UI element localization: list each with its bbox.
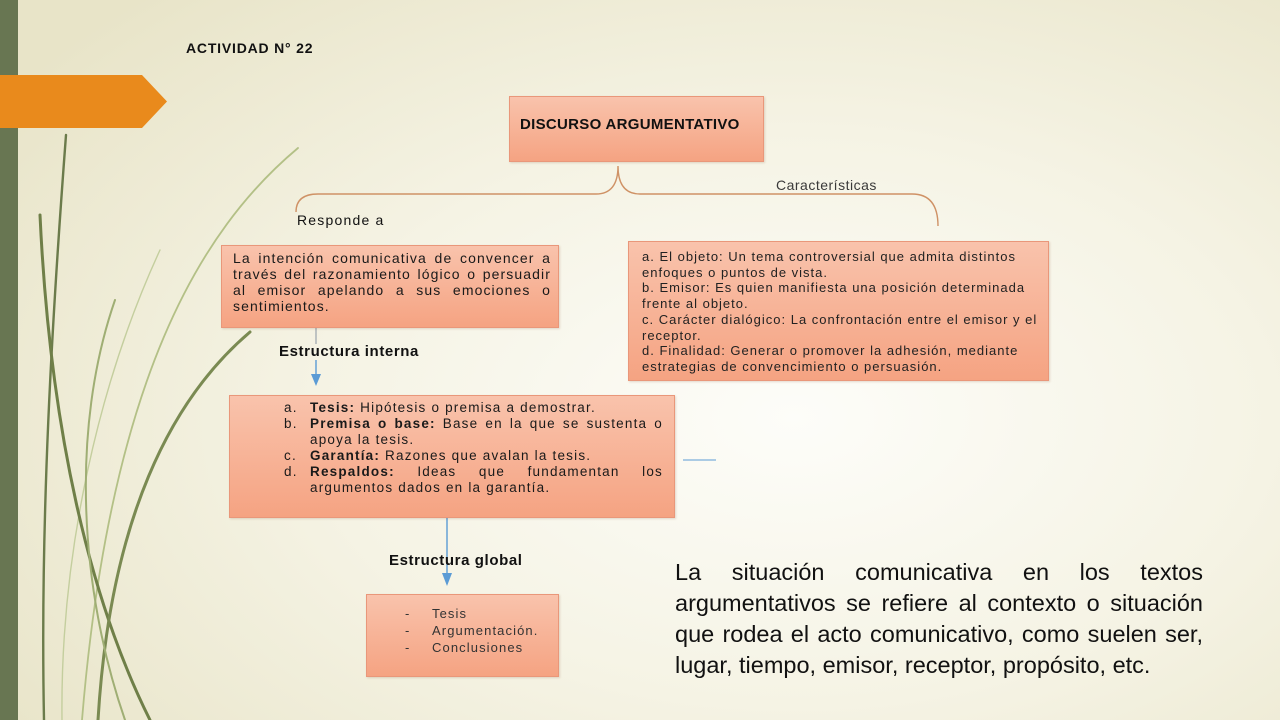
list-marker: - [405, 640, 411, 655]
right-branch-label: Características [776, 177, 877, 193]
internal-structure-item [284, 416, 663, 448]
list-marker: c. [284, 448, 297, 463]
internal-structure-box [229, 395, 675, 518]
global-structure-box [366, 594, 559, 677]
characteristic-item: b. Emisor: Es quien manifiesta una posición determinada frente al objeto. [642, 280, 1026, 312]
arrowhead-global [442, 573, 452, 586]
root-concept-box [509, 96, 764, 162]
global-structure-item [405, 622, 552, 639]
characteristic-item: a. El objeto: Un tema controversial que admita distintos enfoques o puntos de vista. [642, 249, 1016, 280]
list-marker: - [405, 606, 411, 621]
global-structure-item [405, 605, 552, 622]
intention-text: La intención comunicativa de convencer a través del razonamiento lógico o persuadir al emisor apelando a sus emociones o sentimientos. [233, 250, 551, 314]
characteristic-item: d. Finalidad: Generar o promover la adhesión, mediante estrategias de convencimiento o persuasión. [642, 343, 1019, 374]
list-marker: b. [284, 416, 298, 431]
orange-arrow-tab [0, 75, 168, 129]
explanatory-paragraph: La situación comunicativa en los textos argumentativos se refiere al contexto o situación que rodea el acto comunicativo, como suelen ser, lugar, tiempo, emisor, receptor, propósito, etc. [675, 559, 1203, 678]
item-text: Argumentación. [432, 623, 539, 638]
item-content [310, 464, 663, 496]
global-structure-label: Estructura global [389, 552, 523, 569]
left-branch-label: Responde a [297, 212, 385, 228]
internal-structure-item [284, 464, 663, 496]
item-content [310, 416, 663, 448]
list-marker: d. [284, 464, 298, 479]
item-term: Respaldos: [310, 464, 395, 479]
characteristics-box [628, 241, 1049, 381]
root-concept-label: DISCURSO ARGUMENTATIVO [520, 116, 740, 133]
list-marker: a. [284, 400, 298, 415]
internal-structure-label: Estructura interna [279, 343, 419, 360]
wisp-line [86, 300, 125, 720]
slide-title: ACTIVIDAD N° 22 [186, 40, 314, 56]
wisp-line [40, 215, 150, 720]
item-text: Hipótesis o premisa a demostrar. [360, 400, 596, 415]
item-term: Premisa o base: [310, 416, 436, 431]
item-text: Tesis [432, 606, 468, 621]
item-content [310, 400, 663, 416]
wisp-line [98, 332, 250, 720]
list-marker: - [405, 623, 411, 638]
item-text: Razones que avalan la tesis. [385, 448, 592, 463]
item-term: Garantía: [310, 448, 381, 463]
characteristic-item: c. Carácter dialógico: La confrontación entre el emisor y el receptor. [642, 311, 1038, 343]
item-text: Conclusiones [432, 640, 524, 655]
item-term: Tesis: [310, 400, 356, 415]
global-structure-item [405, 639, 552, 656]
item-text: Base en la que se sustenta o apoya la tesis. [310, 416, 663, 447]
brace-connector [296, 166, 938, 226]
item-content [310, 448, 663, 464]
internal-structure-item [284, 400, 663, 416]
internal-structure-item [284, 448, 663, 464]
item-text: Ideas que fundamentan los argumentos dados en la garantía. [310, 464, 664, 495]
intention-box [221, 245, 559, 328]
